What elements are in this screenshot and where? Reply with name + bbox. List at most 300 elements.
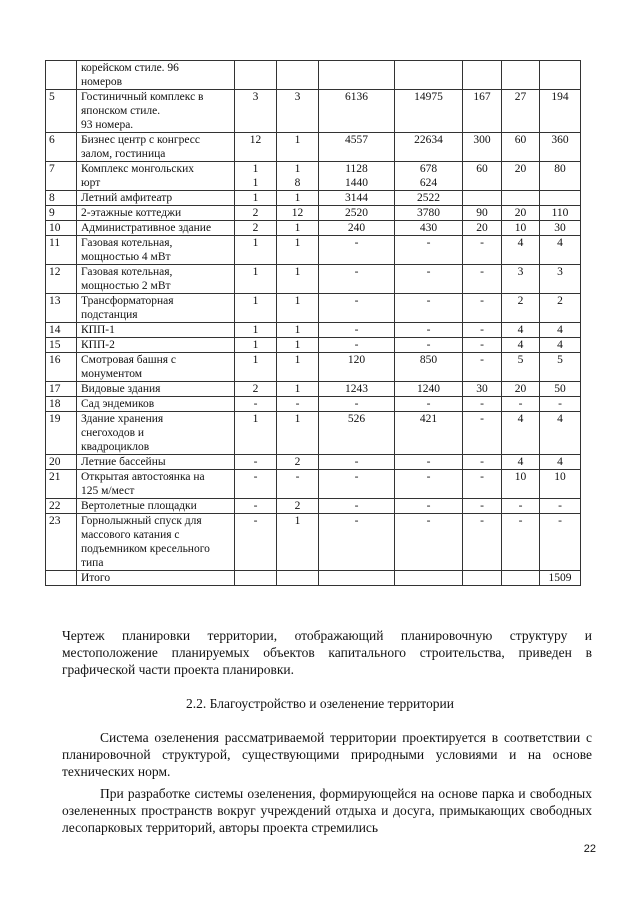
cell-line: 3 (294, 91, 301, 103)
cell-line: - (354, 266, 359, 278)
cell-line: - (253, 515, 258, 527)
cell-line: 12 (291, 207, 304, 219)
value-c4 (395, 397, 463, 412)
cell-line: - (426, 456, 431, 468)
object-name (77, 470, 235, 499)
cell-line: - (426, 339, 431, 351)
value-c2 (277, 470, 319, 499)
value-c2 (277, 514, 319, 571)
value-c6: 10 (502, 470, 540, 499)
value-c2 (277, 206, 319, 221)
value-c6 (502, 61, 540, 90)
object-name (77, 162, 235, 191)
cell-line: - (426, 324, 431, 336)
cell-line: типа (81, 557, 104, 569)
row-number: 9 (46, 206, 77, 221)
value-c5: - (463, 236, 502, 265)
row-number: 15 (46, 338, 77, 353)
value-c6: - (502, 499, 540, 514)
value-c6: 27 (502, 90, 540, 133)
value-c5: - (463, 323, 502, 338)
value-c2 (277, 323, 319, 338)
row-number: 7 (46, 162, 77, 191)
value-c4 (395, 265, 463, 294)
value-c3 (319, 470, 395, 499)
value-c7: 1509 (540, 571, 581, 586)
value-c6: 2 (502, 294, 540, 323)
cell-line: залом, гостиница (81, 148, 166, 160)
row-number: 23 (46, 514, 77, 571)
cell-line: - (426, 500, 431, 512)
row-number: 8 (46, 191, 77, 206)
value-c5: 300 (463, 133, 502, 162)
cell-line: - (295, 398, 300, 410)
value-c1 (235, 162, 277, 191)
cell-line: 1128 (345, 163, 368, 175)
cell-line: мощностью 2 мВт (81, 280, 171, 292)
section-heading: 2.2. Благоустройство и озеленение территории (186, 696, 454, 711)
value-c3 (319, 294, 395, 323)
cell-line: подстанция (81, 309, 138, 321)
value-c5: - (463, 499, 502, 514)
cell-line: 2 (294, 456, 301, 468)
value-c6: 60 (502, 133, 540, 162)
cell-line: - (354, 339, 359, 351)
value-c3 (319, 191, 395, 206)
value-c3 (319, 338, 395, 353)
cell-line: - (354, 324, 359, 336)
cell-line: 1 (294, 192, 301, 204)
value-c4 (395, 338, 463, 353)
value-c4 (395, 90, 463, 133)
value-c6: - (502, 397, 540, 412)
cell-line: 1 (294, 134, 301, 146)
cell-line: номеров (81, 76, 122, 88)
row-number: 22 (46, 499, 77, 514)
value-c2 (277, 382, 319, 397)
value-c2 (277, 353, 319, 382)
landscaping-paragraph-1: Система озеленения рассматриваемой территории проектируется в соответствии с планировочной структурой, существующими природными условиями и на основе технических норм. (62, 730, 592, 779)
cell-line: - (354, 398, 359, 410)
value-c4 (395, 412, 463, 455)
value-c5: 60 (463, 162, 502, 191)
value-c5 (463, 571, 502, 586)
cell-line: - (253, 500, 258, 512)
table-row (46, 236, 581, 265)
cell-line: 1 (294, 515, 301, 527)
value-c1 (235, 191, 277, 206)
cell-line: Летний амфитеатр (81, 192, 173, 204)
cell-line: Комплекс монгольских (81, 163, 194, 175)
table-row (46, 191, 581, 206)
value-c5: - (463, 265, 502, 294)
row-number (46, 571, 77, 586)
table-row (46, 323, 581, 338)
cell-line: 8 (294, 177, 301, 189)
cell-line: Итого (81, 572, 111, 584)
value-c3 (319, 61, 395, 90)
value-c4 (395, 61, 463, 90)
value-c4 (395, 470, 463, 499)
value-c3 (319, 382, 395, 397)
value-c7: - (540, 514, 581, 571)
cell-line: 1 (252, 237, 259, 249)
cell-line: Открытая автостоянка на (81, 471, 205, 483)
value-c1 (235, 412, 277, 455)
value-c6: 4 (502, 236, 540, 265)
value-c2 (277, 191, 319, 206)
value-c5: 20 (463, 221, 502, 236)
value-c4 (395, 323, 463, 338)
value-c2 (277, 338, 319, 353)
value-c3 (319, 236, 395, 265)
cell-line: 93 номера. (81, 119, 134, 131)
page-number: 22 (583, 843, 596, 855)
value-c2 (277, 571, 319, 586)
object-name (77, 499, 235, 514)
row-number: 17 (46, 382, 77, 397)
value-c3 (319, 514, 395, 571)
value-c5: - (463, 397, 502, 412)
cell-line: 2520 (345, 207, 368, 219)
cell-line: 1243 (345, 383, 368, 395)
value-c7: 10 (540, 470, 581, 499)
cell-line: 2 (252, 383, 259, 395)
cell-line: японском стиле. (81, 105, 161, 117)
value-c1 (235, 455, 277, 470)
value-c6: 20 (502, 206, 540, 221)
table-row (46, 221, 581, 236)
cell-line: 1 (294, 383, 301, 395)
cell-line: 12 (249, 134, 262, 146)
cell-line: - (354, 515, 359, 527)
row-number: 21 (46, 470, 77, 499)
value-c5: 90 (463, 206, 502, 221)
cell-line: юрт (81, 177, 101, 189)
value-c1 (235, 571, 277, 586)
cell-line: 2522 (417, 192, 440, 204)
table-row (46, 382, 581, 397)
value-c7: 4 (540, 455, 581, 470)
value-c5: - (463, 412, 502, 455)
cell-line: 240 (347, 222, 366, 234)
object-name (77, 353, 235, 382)
value-c7: 4 (540, 323, 581, 338)
value-c7: 4 (540, 338, 581, 353)
value-c1 (235, 382, 277, 397)
value-c7: 80 (540, 162, 581, 191)
cell-line: 1 (252, 339, 259, 351)
value-c2 (277, 236, 319, 265)
value-c1 (235, 206, 277, 221)
cell-line: Газовая котельная, (81, 237, 173, 249)
cell-line: - (295, 471, 300, 483)
table-row (46, 294, 581, 323)
value-c6: 3 (502, 265, 540, 294)
cell-line: массового катания с (81, 529, 180, 541)
value-c3 (319, 265, 395, 294)
value-c3 (319, 162, 395, 191)
cell-line: Здание хранения (81, 413, 164, 425)
landscaping-paragraph-2: При разработке системы озеленения, формирующейся на основе парка и свободных озелененных пространств вокруг учреждений отдыха и досуга, примыкающих свободных лесопарковых территорий, авторы проекта стремились (62, 786, 592, 835)
value-c4 (395, 382, 463, 397)
value-c7: - (540, 397, 581, 412)
cell-line: 1 (252, 295, 259, 307)
row-number: 20 (46, 455, 77, 470)
cell-line: снегоходов и (81, 427, 145, 439)
value-c5: - (463, 353, 502, 382)
cell-line: 22634 (414, 134, 443, 146)
cell-line: Сад эндемиков (81, 398, 155, 410)
row-number: 10 (46, 221, 77, 236)
value-c6 (502, 191, 540, 206)
cell-line: - (426, 398, 431, 410)
table-row (46, 133, 581, 162)
table-row (46, 61, 581, 90)
value-c6: 4 (502, 323, 540, 338)
value-c2 (277, 162, 319, 191)
value-c6: - (502, 514, 540, 571)
cell-line: 3 (252, 91, 259, 103)
cell-line: Вертолетные площадки (81, 500, 197, 512)
object-name (77, 236, 235, 265)
value-c1 (235, 236, 277, 265)
cell-line: - (426, 515, 431, 527)
object-name (77, 294, 235, 323)
table-row (46, 470, 581, 499)
table-row (46, 265, 581, 294)
object-name (77, 571, 235, 586)
cell-line: 1240 (417, 383, 440, 395)
row-number: 12 (46, 265, 77, 294)
value-c3 (319, 397, 395, 412)
cell-line: Смотровая башня с (81, 354, 176, 366)
cell-line: - (253, 398, 258, 410)
value-c2 (277, 499, 319, 514)
facilities-table-body (46, 61, 581, 586)
cell-line: Горнолыжный спуск для (81, 515, 202, 527)
cell-line: 1 (294, 222, 301, 234)
cell-line: Видовые здания (81, 383, 161, 395)
value-c4 (395, 353, 463, 382)
object-name (77, 265, 235, 294)
value-c7: 194 (540, 90, 581, 133)
value-c4 (395, 294, 463, 323)
row-number: 14 (46, 323, 77, 338)
value-c5: - (463, 455, 502, 470)
value-c4 (395, 206, 463, 221)
value-c6: 20 (502, 382, 540, 397)
value-c2 (277, 265, 319, 294)
object-name (77, 338, 235, 353)
cell-line: 1 (294, 324, 301, 336)
cell-line: КПП-1 (81, 324, 115, 336)
cell-line: 1 (294, 237, 301, 249)
value-c7: 3 (540, 265, 581, 294)
cell-line: 430 (419, 222, 438, 234)
cell-line: 1 (252, 163, 259, 175)
cell-line: 850 (419, 354, 438, 366)
table-row (46, 162, 581, 191)
cell-line: 1 (252, 413, 259, 425)
row-number (46, 61, 77, 90)
row-number: 19 (46, 412, 77, 455)
value-c3 (319, 133, 395, 162)
facilities-table (45, 60, 581, 586)
value-c4 (395, 499, 463, 514)
cell-line: - (253, 471, 258, 483)
value-c7 (540, 191, 581, 206)
object-name (77, 90, 235, 133)
value-c7 (540, 61, 581, 90)
value-c2 (277, 90, 319, 133)
cell-line: Летние бассейны (81, 456, 166, 468)
value-c4 (395, 455, 463, 470)
value-c7: 4 (540, 412, 581, 455)
value-c6: 20 (502, 162, 540, 191)
value-c6: 10 (502, 221, 540, 236)
object-name (77, 191, 235, 206)
row-number: 5 (46, 90, 77, 133)
cell-line: 2 (252, 222, 259, 234)
cell-line: Газовая котельная, (81, 266, 173, 278)
value-c6 (502, 571, 540, 586)
table-row (46, 397, 581, 412)
cell-line: мощностью 4 мВт (81, 251, 171, 263)
value-c2 (277, 294, 319, 323)
table-row (46, 412, 581, 455)
cell-line: 1 (294, 163, 301, 175)
cell-line: - (354, 500, 359, 512)
object-name (77, 397, 235, 412)
table-row (46, 338, 581, 353)
value-c1 (235, 133, 277, 162)
cell-line: 1 (252, 177, 259, 189)
cell-line: 421 (419, 413, 438, 425)
table-row (46, 206, 581, 221)
cell-line: - (426, 295, 431, 307)
object-name (77, 133, 235, 162)
cell-line: 1 (294, 354, 301, 366)
cell-line: 1440 (345, 177, 368, 189)
value-c1 (235, 514, 277, 571)
cell-line: 1 (294, 339, 301, 351)
cell-line: - (354, 237, 359, 249)
cell-line: 1 (252, 192, 259, 204)
cell-line: 1 (252, 354, 259, 366)
value-c5: - (463, 294, 502, 323)
value-c1 (235, 294, 277, 323)
cell-line: Бизнес центр с конгресс (81, 134, 200, 146)
cell-line: 1 (294, 413, 301, 425)
value-c2 (277, 133, 319, 162)
cell-line: 14975 (414, 91, 443, 103)
value-c5 (463, 191, 502, 206)
value-c3 (319, 353, 395, 382)
value-c3 (319, 412, 395, 455)
object-name (77, 61, 235, 90)
cell-line: 624 (419, 177, 438, 189)
value-c5: 30 (463, 382, 502, 397)
value-c4 (395, 191, 463, 206)
cell-line: - (253, 456, 258, 468)
cell-line: Административное здание (81, 222, 212, 234)
value-c4 (395, 571, 463, 586)
value-c2 (277, 455, 319, 470)
table-row (46, 353, 581, 382)
cell-line: - (354, 295, 359, 307)
cell-line: монументом (81, 368, 142, 380)
value-c7: 110 (540, 206, 581, 221)
value-c7: 4 (540, 236, 581, 265)
object-name (77, 206, 235, 221)
value-c4 (395, 236, 463, 265)
value-c4 (395, 133, 463, 162)
value-c2 (277, 61, 319, 90)
value-c3 (319, 571, 395, 586)
value-c5: - (463, 470, 502, 499)
cell-line: 4557 (345, 134, 368, 146)
object-name (77, 382, 235, 397)
value-c3 (319, 221, 395, 236)
object-name (77, 455, 235, 470)
cell-line: 1 (294, 266, 301, 278)
object-name (77, 323, 235, 338)
value-c4 (395, 514, 463, 571)
value-c3 (319, 455, 395, 470)
value-c3 (319, 499, 395, 514)
cell-line: - (426, 471, 431, 483)
cell-line: 526 (347, 413, 366, 425)
cell-line: - (354, 471, 359, 483)
cell-line: 6136 (345, 91, 368, 103)
value-c1 (235, 323, 277, 338)
cell-line: квадроциклов (81, 441, 150, 453)
cell-line: Трансформаторная (81, 295, 174, 307)
value-c7: 30 (540, 221, 581, 236)
value-c2 (277, 221, 319, 236)
cell-line: 3144 (345, 192, 368, 204)
row-number: 6 (46, 133, 77, 162)
cell-line: 678 (419, 163, 438, 175)
cell-line: 2 (294, 500, 301, 512)
table-row (46, 499, 581, 514)
value-c4 (395, 221, 463, 236)
value-c1 (235, 265, 277, 294)
value-c1 (235, 338, 277, 353)
value-c3 (319, 323, 395, 338)
value-c7: 5 (540, 353, 581, 382)
value-c4 (395, 162, 463, 191)
table-row (46, 571, 581, 586)
row-number: 11 (46, 236, 77, 265)
cell-line: 125 м/мест (81, 485, 135, 497)
row-number: 16 (46, 353, 77, 382)
value-c3 (319, 206, 395, 221)
cell-line: 2-этажные коттеджи (81, 207, 182, 219)
value-c5 (463, 61, 502, 90)
value-c1 (235, 499, 277, 514)
object-name (77, 412, 235, 455)
value-c7: 360 (540, 133, 581, 162)
value-c1 (235, 353, 277, 382)
value-c1 (235, 61, 277, 90)
cell-line: 3780 (417, 207, 440, 219)
cell-line: Гостиничный комплекс в (81, 91, 204, 103)
value-c6: 5 (502, 353, 540, 382)
cell-line: 1 (252, 266, 259, 278)
value-c1 (235, 397, 277, 412)
